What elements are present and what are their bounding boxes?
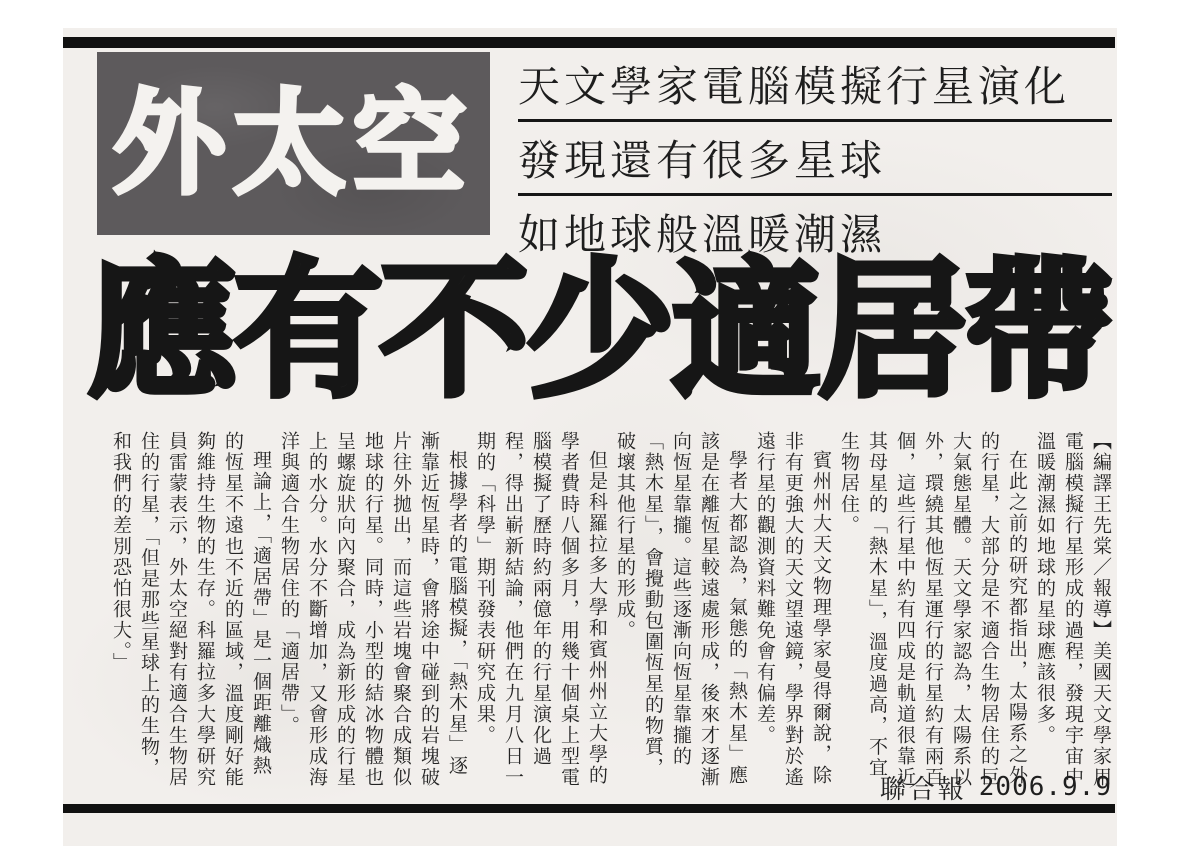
article-paragraph: 賓州州大天文物理學家曼得爾說，除非有更強大的天文望遠鏡，學界對於遙遠行星的觀測資料難免會有偏差。 <box>754 431 831 788</box>
kicker-text: 外太空 <box>113 80 474 206</box>
bottom-rule <box>63 804 1115 813</box>
source-name: 聯合報 <box>879 774 967 804</box>
main-headline: 應有不少適居帶 <box>88 247 1110 414</box>
kicker-box <box>97 52 490 235</box>
subhead-stack <box>518 48 1112 267</box>
article-paragraph: 根據學者的電腦模擬，「熱木星」逐漸靠近恆星時，會將途中碰到的岩塊破片往外拋出，而這些岩塊會聚合成類似地球的行星。同時，小型的結冰物體也呈螺旋狀向內聚合，成為新形成的行星上的水分。水分不斷增加，又會形成海洋與適合生物居住的「適居帶」。 <box>278 431 467 788</box>
article-body <box>100 431 1114 794</box>
source-date: 2006.9.9 <box>978 772 1112 802</box>
subhead-line-2: 發現還有很多星球 <box>518 122 1112 196</box>
subhead-line-1: 天文學家電腦模擬行星演化 <box>518 48 1112 122</box>
article-paragraph: 學者大都認為，氣態的「熱木星」應該是在離恆星較遠處形成，後來才逐漸向恆星靠攏。這些逐漸向恆星靠攏的「熱木星」，會攪動包圍恆星的物質，破壞其他行星的形成。 <box>614 431 747 788</box>
source-credit <box>880 772 1112 802</box>
article-paragraph: 理論上，「適居帶」是一個距離熾熱的恆星不遠也不近的區域，溫度剛好能夠維持生物的生存。科羅拉多大學研究員雷蒙表示，外太空絕對有適合生物居住的行星，「但是那些星球上的生物，和我們的差別恐怕很大。」 <box>110 431 271 788</box>
top-rule <box>63 37 1115 48</box>
article-paragraph: 在此之前的研究都指出，太陽系之外的行星，大部分是不適合生物居住的巨大氣態星體。天文學家認為，太陽系以外，環繞其他恆星運行的行星約有兩百個，這些行星中約有四成是軌道很靠近其母星的「熱木星」，溫度過高，不宜生物居住。 <box>838 431 1027 788</box>
article-paragraph: 【編譯王先棠／報導】美國天文學家用電腦模擬行星形成的過程，發現宇宙中溫暖潮濕如地球的星球應該很多。 <box>1034 431 1111 788</box>
article-paragraph: 但是科羅拉多大學和賓州州立大學的學者費時八個多月，用幾十個桌上型電腦模擬了歷時約兩億年的行星演化過程，得出嶄新結論，他們在九月八日一期的「科學」期刊發表研究成果。 <box>474 431 607 788</box>
subhead-line-3: 如地球般溫暖潮濕 <box>518 212 887 259</box>
